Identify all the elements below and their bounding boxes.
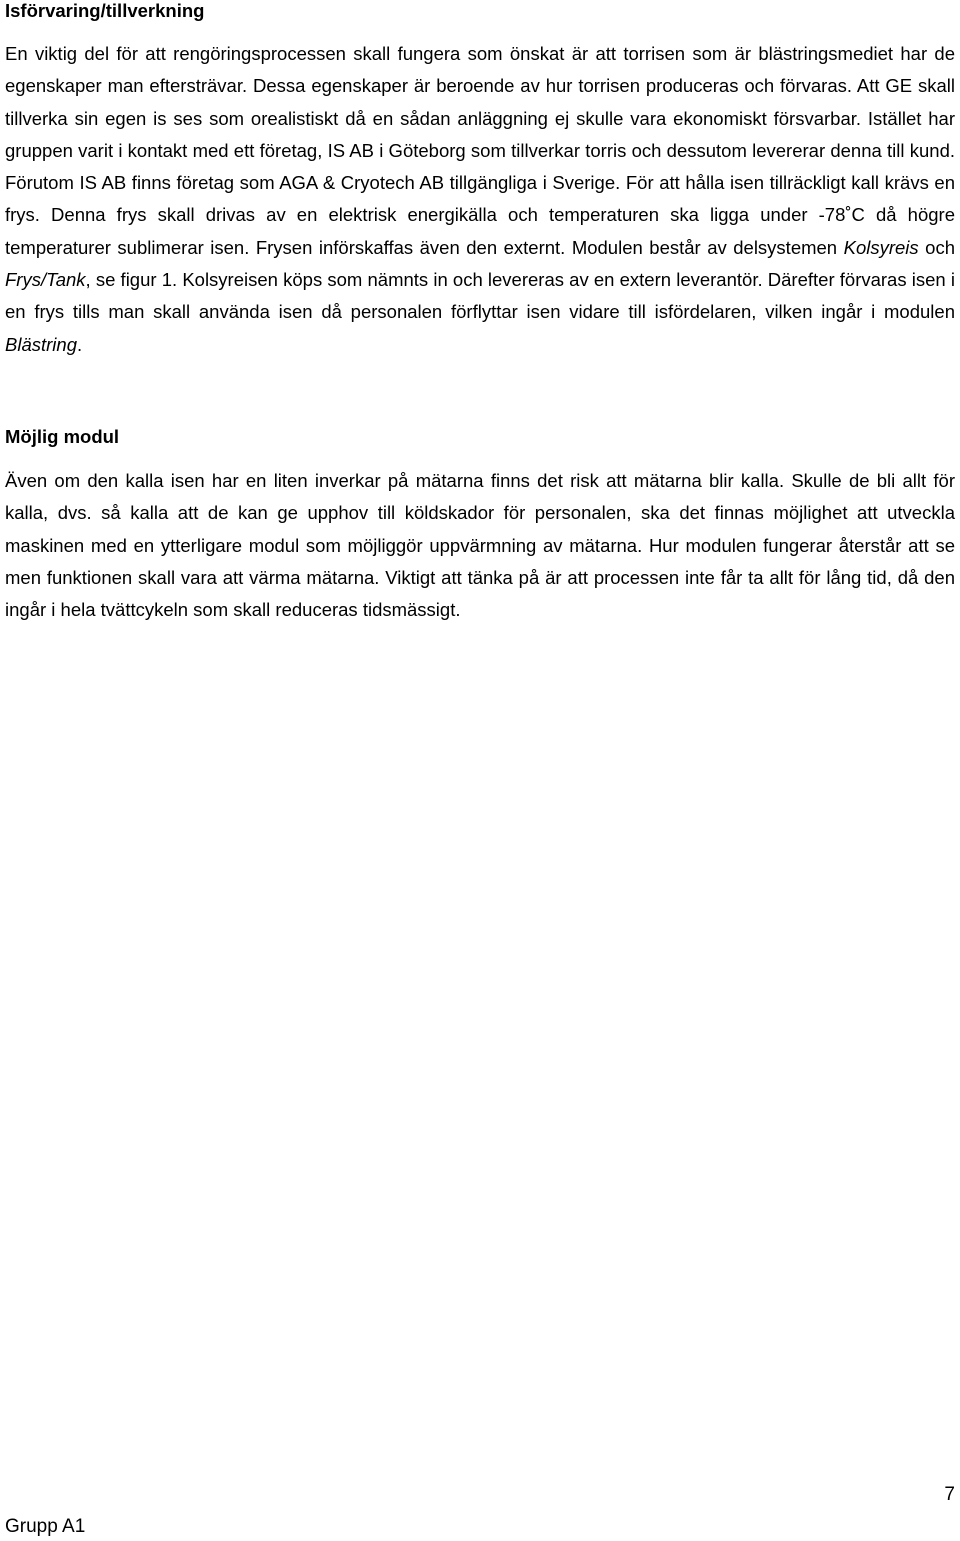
italic-term-kolsyreis: Kolsyreis <box>843 236 919 258</box>
paragraph-text: . <box>76 333 83 355</box>
paragraph-text: En viktig del för att rengöringsprocessen skall fungera som önskat är att torrisen som är blästringsmediet har de egenskaper man eftersträvar. Dessa egenskaper är beroende av hur torrisen produceras och förvaras. Att GE skall tillverka sin egen is ses som orealistiskt då en sådan anläggning ej skulle vara ekonomiskt försvarbar. Istället har gruppen varit i kontakt med ett företag, IS AB i Göteborg som tillverkar torris och dessutom levererar denna till kund. Förutom IS AB finns företag som AGA & Cryotech AB tillgängliga i Sverige. För att hålla isen tillräckligt kall krävs en frys. Denna frys skall drivas av en elektrisk energikälla och temperaturen ska ligga under -78˚C då högre temperaturer sublimerar isen. Frysen införskaffas även den externt. Modulen består av delsystemen <box>5 43 955 258</box>
section-paragraph-isforvaring <box>5 38 955 361</box>
section-heading-isforvaring: Isförvaring/tillverkning <box>5 0 205 21</box>
paragraph-text: och <box>918 236 956 258</box>
italic-term-frys-tank: Frys/Tank <box>5 269 86 291</box>
page-number: 7 <box>944 1484 955 1505</box>
paragraph-text: , se figur 1. Kolsyreisen köps som nämnts in och levereras av en extern leverantör. Därefter förvaras isen i en frys tills man skall använda isen då personalen förflyttar isen vidare till isfördelaren, vilken ingår i modulen <box>5 269 955 323</box>
section-heading-mojlig-modul: Möjlig modul <box>5 426 120 447</box>
italic-term-blastring: Blästring <box>5 333 77 355</box>
footer-group-label: Grupp A1 <box>5 1516 86 1537</box>
section-paragraph-mojlig-modul: Även om den kalla isen har en liten inverkar på mätarna finns det risk att mätarna blir kalla. Skulle de bli allt för kalla, dvs. så kalla att de kan ge upphov till köldskador för personalen, ska det finnas möjlighet att utveckla maskinen med en ytterligare modul som möjliggör uppvärmning av mätarna. Hur modulen fungerar återstår att se men funktionen skall vara att värma mätarna. Viktigt att tänka på är att processen inte får ta allt för lång tid, då den ingår i hela tvättcykeln som skall reduceras tidsmässigt. <box>5 470 955 621</box>
